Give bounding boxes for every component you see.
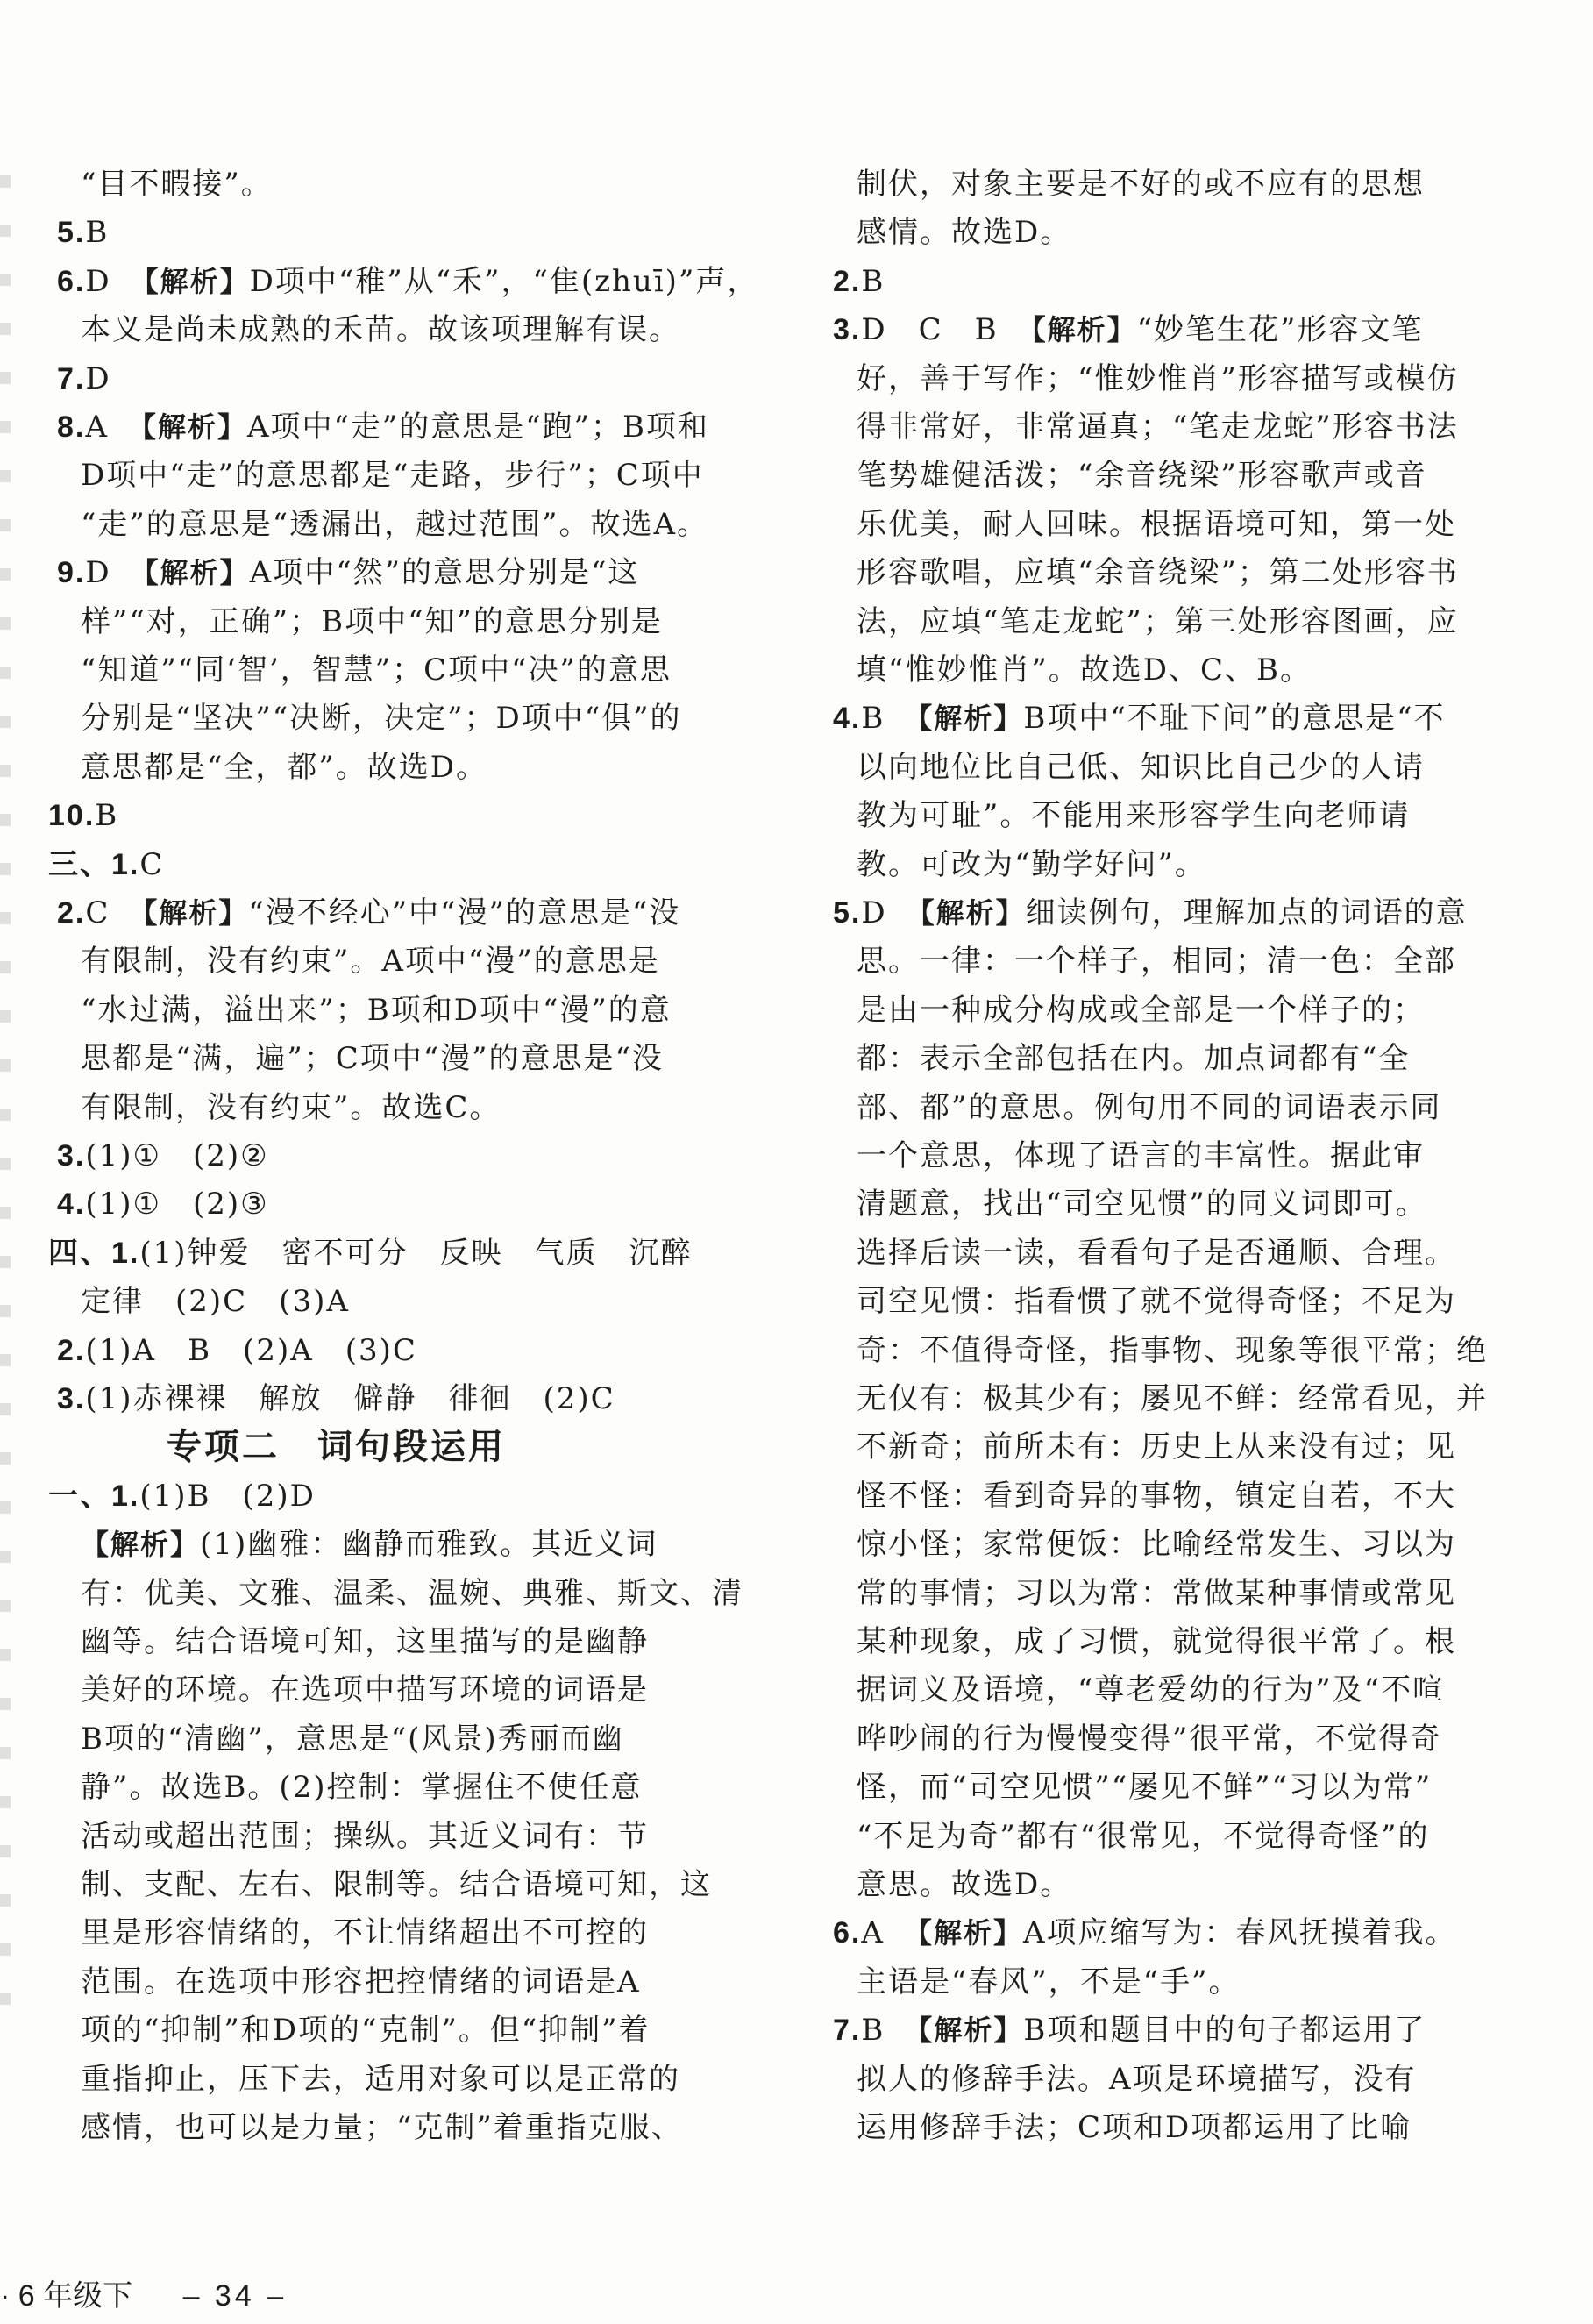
- binding-edge: [0, 175, 11, 2017]
- line-text: 不新奇；前所未有：历史上从来没有过；见: [857, 1429, 1456, 1465]
- line-text: 范围。在选项中形容把控情绪的词语是A: [81, 1964, 641, 2000]
- line-text: “走”的意思是“透漏出，越过范围”。故选A。: [81, 506, 709, 542]
- text-line: [857, 160, 1425, 209]
- answer-choice: B: [861, 701, 885, 737]
- text-line: [857, 208, 1071, 257]
- line-text: 部、都”的意思。例句用不同的词语表示同: [857, 1089, 1442, 1125]
- line-text: 重指抑止，压下去，适用对象可以是正常的: [81, 2061, 680, 2097]
- question-number: 四、1.: [48, 1236, 140, 1270]
- text-line: [57, 1374, 615, 1423]
- line-text: 笔势雄健活泼；“余音绕梁”形容歌声或音: [857, 458, 1427, 494]
- line-text: 静”。故选B。(2)控制：掌握住不使任意: [81, 1770, 643, 1806]
- line-text: (1)B (2)D: [139, 1478, 316, 1514]
- analysis-tag: 【解析】: [903, 1917, 1023, 1950]
- question-number: 3.: [57, 1382, 86, 1415]
- text-line: [857, 1714, 1441, 1764]
- text-line: [857, 1763, 1432, 1812]
- line-text: 选择后读一读，看看句子是否通顺、合理。: [857, 1235, 1456, 1271]
- text-line: [48, 1472, 316, 1521]
- text-line: [81, 1569, 743, 1618]
- line-text: 意思。故选D。: [857, 1867, 1072, 1902]
- answer-choice: B: [861, 2013, 885, 2049]
- text-line: [81, 1714, 624, 1764]
- question-number: 5.: [833, 896, 862, 930]
- text-line: [81, 1763, 643, 1812]
- text-line: [857, 500, 1456, 549]
- text-line: [857, 986, 1425, 1035]
- line-text: C: [139, 846, 165, 882]
- line-text: 思。一律：一个样子，相同；清一色：全部: [857, 944, 1456, 980]
- line-text: 制伏，对象主要是不好的或不应有的思想: [857, 167, 1425, 202]
- line-text: (1)① (2)③: [85, 1187, 269, 1223]
- text-line: [57, 888, 680, 937]
- question-number: 4.: [833, 702, 862, 736]
- grade-label: · 6 年级下: [0, 2279, 133, 2313]
- text-line: [48, 791, 118, 840]
- text-line: [81, 743, 487, 792]
- line-text: 里是形容情绪的，不让情绪超出不可控的: [81, 1915, 649, 1951]
- text-line: [57, 1131, 269, 1180]
- line-text: 制、支配、左右、限制等。结合语境可知，这: [81, 1867, 712, 1902]
- question-number: 2.: [833, 264, 862, 298]
- text-line: [81, 597, 663, 646]
- line-text: 有限制，没有约束”。故选C。: [81, 1089, 501, 1125]
- line-text: 形容歌唱，应填“余音绕梁”；第二处形容书: [857, 555, 1459, 591]
- text-line: [857, 548, 1459, 597]
- text-line: [57, 403, 709, 452]
- line-text: A项中“然”的意思分别是“这: [249, 555, 640, 591]
- text-line: [48, 1229, 693, 1278]
- line-text: 本义是尚未成熟的禾苗。故该项理解有误。: [81, 312, 680, 348]
- line-text: 是由一种成分构成或全部是一个样子的；: [857, 992, 1425, 1028]
- text-line: [857, 840, 1206, 889]
- text-line: [857, 791, 1410, 840]
- analysis-tag: 【解析】: [130, 265, 250, 297]
- line-text: 主语是“春风”，不是“手”。: [857, 1964, 1241, 2000]
- text-line: [833, 888, 1468, 937]
- text-line: [81, 2006, 651, 2055]
- line-text: 感情。故选D。: [857, 215, 1072, 251]
- text-line: [857, 1034, 1410, 1083]
- text-line: [81, 986, 672, 1035]
- text-line: [857, 1472, 1456, 1521]
- text-line: [57, 257, 758, 306]
- text-line: [857, 1131, 1425, 1180]
- text-line: [857, 645, 1312, 695]
- question-number: 6.: [833, 1916, 862, 1950]
- line-text: 无仅有：极其少有；屡见不鲜：经常看见，并: [857, 1381, 1488, 1416]
- line-text: 分别是“坚决”“决断，决定”；D项中“俱”的: [81, 701, 682, 737]
- line-text: 常的事情；习以为常：常做某种事情或常见: [857, 1575, 1456, 1611]
- line-text: A项应缩写为：春风抚摸着我。: [1022, 1915, 1457, 1951]
- answer-choice: D C B: [861, 312, 999, 348]
- line-text: 定律 (2)C (3)A: [81, 1284, 350, 1320]
- question-number: 9.: [57, 556, 86, 590]
- line-text: 都：表示全部包括在内。加点词都有“全: [857, 1041, 1411, 1077]
- line-text: B: [85, 215, 110, 251]
- text-line: [57, 548, 639, 597]
- text-line: [857, 1277, 1456, 1326]
- line-text: 美好的环境。在选项中描写环境的词语是: [81, 1672, 649, 1708]
- line-text: D项中“稚”从“禾”，“隹(zhuī)”声，: [249, 263, 759, 299]
- question-number: 一、1.: [48, 1479, 140, 1513]
- text-line: [81, 160, 273, 209]
- text-line: [81, 937, 660, 986]
- text-line: [857, 1083, 1441, 1132]
- line-text: 幽等。结合语境可知，这里描写的是幽静: [81, 1624, 649, 1659]
- line-text: 哗吵闹的行为慢慢变得”很平常，不觉得奇: [857, 1721, 1442, 1757]
- line-text: “知道”“同‘智’，智慧”；C项中“决”的意思: [81, 652, 672, 688]
- line-text: 填“惟妙惟肖”。故选D、C、B。: [857, 652, 1312, 688]
- question-number: 三、1.: [48, 847, 140, 881]
- analysis-tag: 【解析】: [904, 702, 1024, 735]
- text-line: [81, 1812, 649, 1861]
- line-text: (1)① (2)②: [85, 1138, 269, 1173]
- line-text: (1)钟爱 密不可分 反映 气质 沉醉: [139, 1235, 693, 1271]
- text-line: [81, 694, 682, 743]
- line-text: 司空见惯：指看惯了就不觉得奇怪；不足为: [857, 1284, 1456, 1320]
- text-line: [857, 1326, 1488, 1375]
- question-number: 5.: [57, 216, 86, 250]
- line-text: “不足为奇”都有“很常见，不觉得奇怪”的: [857, 1818, 1430, 1854]
- answer-choice: A: [85, 410, 109, 445]
- line-text: A项中“走”的意思是“跑”；B项和: [246, 410, 710, 445]
- line-text: “妙笔生花”形容文笔: [1136, 312, 1424, 348]
- line-text: “目不暇接”。: [81, 167, 273, 202]
- line-text: 清题意，找出“司空见惯”的同义词即可。: [857, 1187, 1427, 1223]
- answer-choice: C: [85, 895, 110, 930]
- text-line: [57, 208, 109, 257]
- line-text: 意思都是“全，都”。故选D。: [81, 749, 488, 785]
- line-text: 得非常好，非常逼真；“笔走龙蛇”形容书法: [857, 410, 1459, 445]
- text-line: [833, 257, 885, 306]
- text-line: [81, 2055, 680, 2104]
- text-line: [857, 2103, 1412, 2152]
- question-number: 7.: [833, 2014, 862, 2048]
- text-line: [81, 1083, 501, 1132]
- text-line: [81, 1957, 641, 2007]
- text-line: [57, 354, 111, 403]
- line-text: 据词义及语境，“尊老爱幼的行为”及“不喧: [857, 1672, 1445, 1708]
- line-text: 惊小怪；家常便饭：比喻经常发生、习以为: [857, 1527, 1456, 1563]
- line-text: 教。可改为“勤学好问”。: [857, 846, 1206, 882]
- line-text: (1)幽雅：幽静而雅致。其近义词: [200, 1527, 658, 1563]
- line-text: B: [95, 798, 119, 834]
- text-line: [857, 2055, 1417, 2104]
- text-line: [857, 354, 1459, 403]
- text-line: [81, 500, 708, 549]
- line-text: 拟人的修辞手法。A项是环境描写，没有: [857, 2061, 1417, 2097]
- text-line: [857, 1180, 1427, 1229]
- line-text: B项和题目中的句子都运用了: [1023, 2013, 1426, 2049]
- line-text: D: [85, 360, 111, 396]
- question-number: 2.: [57, 896, 86, 930]
- text-line: [81, 645, 672, 695]
- answer-choice: A: [861, 1915, 885, 1951]
- text-line: [833, 305, 1423, 354]
- analysis-tag: 【解析】: [906, 897, 1026, 929]
- text-line: [81, 1908, 649, 1957]
- line-text: B: [861, 263, 885, 299]
- line-text: 怪，而“司空见惯”“屡见不鲜”“习以为常”: [857, 1770, 1433, 1806]
- text-line: [81, 1277, 350, 1326]
- text-line: [81, 1617, 649, 1666]
- text-line: [857, 451, 1427, 500]
- text-line: [857, 1860, 1071, 1909]
- text-line: [57, 1180, 269, 1229]
- text-line: [48, 840, 164, 889]
- line-text: “水过满，溢出来”；B项和D项中“漫”的意: [81, 992, 672, 1028]
- section-title: 专项二 词句段运用: [167, 1427, 506, 1467]
- line-text: 细读例句，理解加点的词语的意: [1025, 895, 1468, 930]
- line-text: 活动或超出范围；操纵。其近义词有：节: [81, 1818, 649, 1854]
- text-line: [81, 1034, 664, 1083]
- answer-choice: D: [861, 895, 887, 930]
- line-text: (1)赤裸裸 解放 僻静 徘徊 (2)C: [85, 1381, 615, 1416]
- line-text: 好，善于写作；“惟妙惟肖”形容描写或模仿: [857, 360, 1459, 396]
- analysis-tag: 【解析】: [129, 897, 249, 929]
- line-text: 运用修辞手法；C项和D项都运用了比喻: [857, 2110, 1412, 2145]
- analysis-tag: 【解析】: [904, 2014, 1024, 2047]
- line-text: D项中“走”的意思都是“走路，步行”；C项中: [81, 458, 704, 494]
- page-number: – 34 –: [182, 2279, 288, 2313]
- question-number: 7.: [57, 361, 86, 396]
- line-text: 有限制，没有约束”。A项中“漫”的意思是: [81, 944, 660, 980]
- line-text: B项的“清幽”，意思是“(风景)秀丽而幽: [81, 1721, 624, 1757]
- page-footer: [0, 2271, 287, 2314]
- text-line: [57, 1326, 417, 1375]
- text-line: [81, 2103, 683, 2152]
- line-text: 一个意思，体现了语言的丰富性。据此审: [857, 1138, 1425, 1173]
- question-number: 3.: [57, 1139, 86, 1173]
- question-number: 8.: [57, 410, 86, 444]
- question-number: 3.: [833, 313, 862, 347]
- line-text: 乐优美，耐人回味。根据语境可知，第一处: [857, 506, 1456, 542]
- line-text: (1)A B (2)A (3)C: [85, 1332, 417, 1368]
- question-number: 10.: [48, 799, 96, 833]
- question-number: 4.: [57, 1187, 86, 1222]
- line-text: 教为可耻”。不能用来形容学生向老师请: [857, 798, 1411, 834]
- text-line: [833, 1908, 1457, 1957]
- text-line: [857, 1617, 1456, 1666]
- text-line: [857, 1422, 1456, 1472]
- text-line: [81, 1520, 658, 1569]
- line-text: 某种现象，成了习惯，就觉得很平常了。根: [857, 1624, 1456, 1659]
- text-line: [81, 1860, 712, 1909]
- analysis-tag: 【解析】: [1017, 314, 1137, 346]
- line-text: “漫不经心”中“漫”的意思是“没: [248, 895, 681, 930]
- text-line: [857, 1665, 1444, 1714]
- line-text: 奇：不值得奇怪，指事物、现象等很平常；绝: [857, 1332, 1488, 1368]
- line-text: 法，应填“笔走龙蛇”；第三处形容图画，应: [857, 603, 1459, 639]
- text-line: [81, 1665, 649, 1714]
- line-text: B项中“不耻下问”的意思是“不: [1023, 701, 1446, 737]
- text-line: [857, 1520, 1456, 1569]
- question-number: 2.: [57, 1333, 86, 1367]
- text-line: [857, 1229, 1456, 1278]
- line-text: 怪不怪：看到奇异的事物，镇定自若，不大: [857, 1478, 1456, 1514]
- text-line: [857, 1957, 1241, 2007]
- text-line: [857, 1812, 1430, 1861]
- analysis-tag: 【解析】: [127, 411, 247, 443]
- line-text: 有：优美、文雅、温柔、温婉、典雅、斯文、清: [81, 1575, 743, 1611]
- line-text: 样”“对，正确”；B项中“知”的意思分别是: [81, 603, 663, 639]
- text-line: [857, 1374, 1488, 1423]
- text-line: [857, 1569, 1456, 1618]
- text-line: [81, 451, 704, 500]
- text-line: [857, 403, 1459, 452]
- line-text: 以向地位比自己低、知识比自己少的人请: [857, 749, 1425, 785]
- question-number: 6.: [57, 264, 86, 298]
- line-text: 思都是“满，遍”；C项中“漫”的意思是“没: [81, 1041, 664, 1077]
- line-text: 感情，也可以是力量；“克制”着重指克服、: [81, 2110, 683, 2145]
- analysis-tag: 【解析】: [81, 1529, 201, 1561]
- answer-choice: D: [85, 555, 111, 591]
- text-line: [833, 694, 1446, 743]
- line-text: 项的“抑制”和D项的“克制”。但“抑制”着: [81, 2013, 651, 2049]
- text-line: [857, 937, 1456, 986]
- text-line: [833, 2006, 1426, 2055]
- text-line: [81, 305, 680, 354]
- text-line: [857, 597, 1459, 646]
- analysis-tag: 【解析】: [130, 557, 250, 589]
- text-line: [857, 743, 1425, 792]
- answer-choice: D: [85, 263, 111, 299]
